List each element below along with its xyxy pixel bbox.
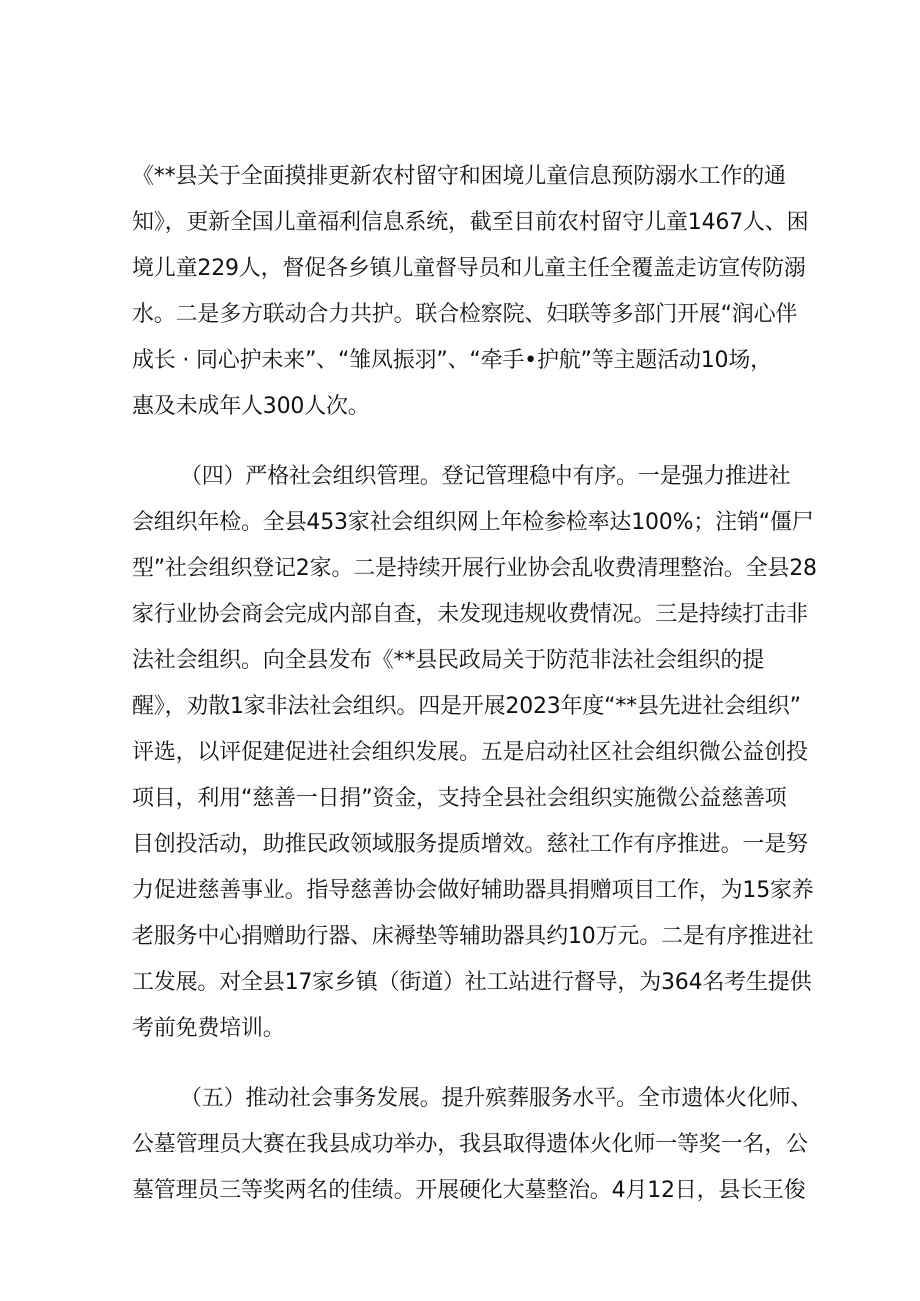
text-line: 评选，以评促建促进社会组织发展。五是启动社区社会组织微公益创投: [132, 740, 808, 765]
text-line: 考前免费培训。: [132, 1016, 285, 1041]
text-line: 项目，利用“慈善一日捐”资金，支持全县社会组织实施微公益慈善项: [132, 786, 787, 811]
text-line: 醒》，劝散1家非法社会组织。四是开展2023年度“**县先进社会组织”: [132, 694, 801, 719]
paragraph-3: [132, 1076, 813, 1214]
text-line: 老服务中心捐赠助行器、床褥垫等辅助器具约10万元。二是有序推进社: [132, 924, 814, 949]
text-line: 工发展。对全县17家乡镇（街道）社工站进行督导，为364名考生提供: [132, 970, 812, 995]
text-line: （五）推动社会事务发展。提升殡葬服务水平。全市遗体火化师、: [180, 1086, 813, 1111]
text-line: 惠及未成年人300人次。: [132, 394, 370, 419]
text-line: 水。二是多方联动合力共护。联合检察院、妇联等多部门开展“润心伴: [132, 302, 798, 327]
text-line: 会组织年检。全县453家社会组织网上年检参检率达100%；注销“僵尸: [132, 510, 814, 535]
document-body: [132, 154, 817, 1214]
text-line: 知》，更新全国儿童福利信息系统，截至目前农村留守儿童1467人、困: [132, 210, 809, 235]
paragraph-2: [132, 454, 817, 1052]
text-line: 型”社会组织登记2家。二是持续开展行业协会乱收费清理整治。全县28: [132, 556, 817, 581]
text-line: 力促进慈善事业。指导慈善协会做好辅助器具捐赠项目工作，为15家养: [132, 878, 814, 903]
paragraph-spacer: [132, 1052, 804, 1076]
text-line: 成长 · 同心护未来”、“雏凤振羽”、“牵手•护航”等主题活动10场，: [132, 348, 772, 373]
paragraph-spacer: [132, 430, 804, 454]
text-line: 家行业协会商会完成内部自查，未发现违规收费情况。三是持续打击非: [132, 602, 808, 627]
text-line: （四）严格社会组织管理。登记管理稳中有序。一是强力推进社: [180, 464, 791, 489]
text-line: 目创投活动，助推民政领域服务提质增效。慈社工作有序推进。一是努: [132, 832, 808, 857]
paragraph-1: [132, 154, 809, 430]
text-line: 墓管理员三等奖两名的佳绩。开展硬化大墓整治。4月12日，县长王俊: [132, 1178, 806, 1203]
text-line: 《**县关于全面摸排更新农村留守和困境儿童信息预防溺水工作的通: [132, 164, 786, 189]
text-line: 公墓管理员大赛在我县成功举办，我县取得遗体火化师一等奖一名，公: [132, 1132, 808, 1157]
text-line: 境儿童229人，督促各乡镇儿童督导员和儿童主任全覆盖走访宣传防溺: [132, 256, 806, 281]
text-line: 法社会组织。向全县发布《**县民政局关于防范非法社会组织的提: [132, 648, 765, 673]
